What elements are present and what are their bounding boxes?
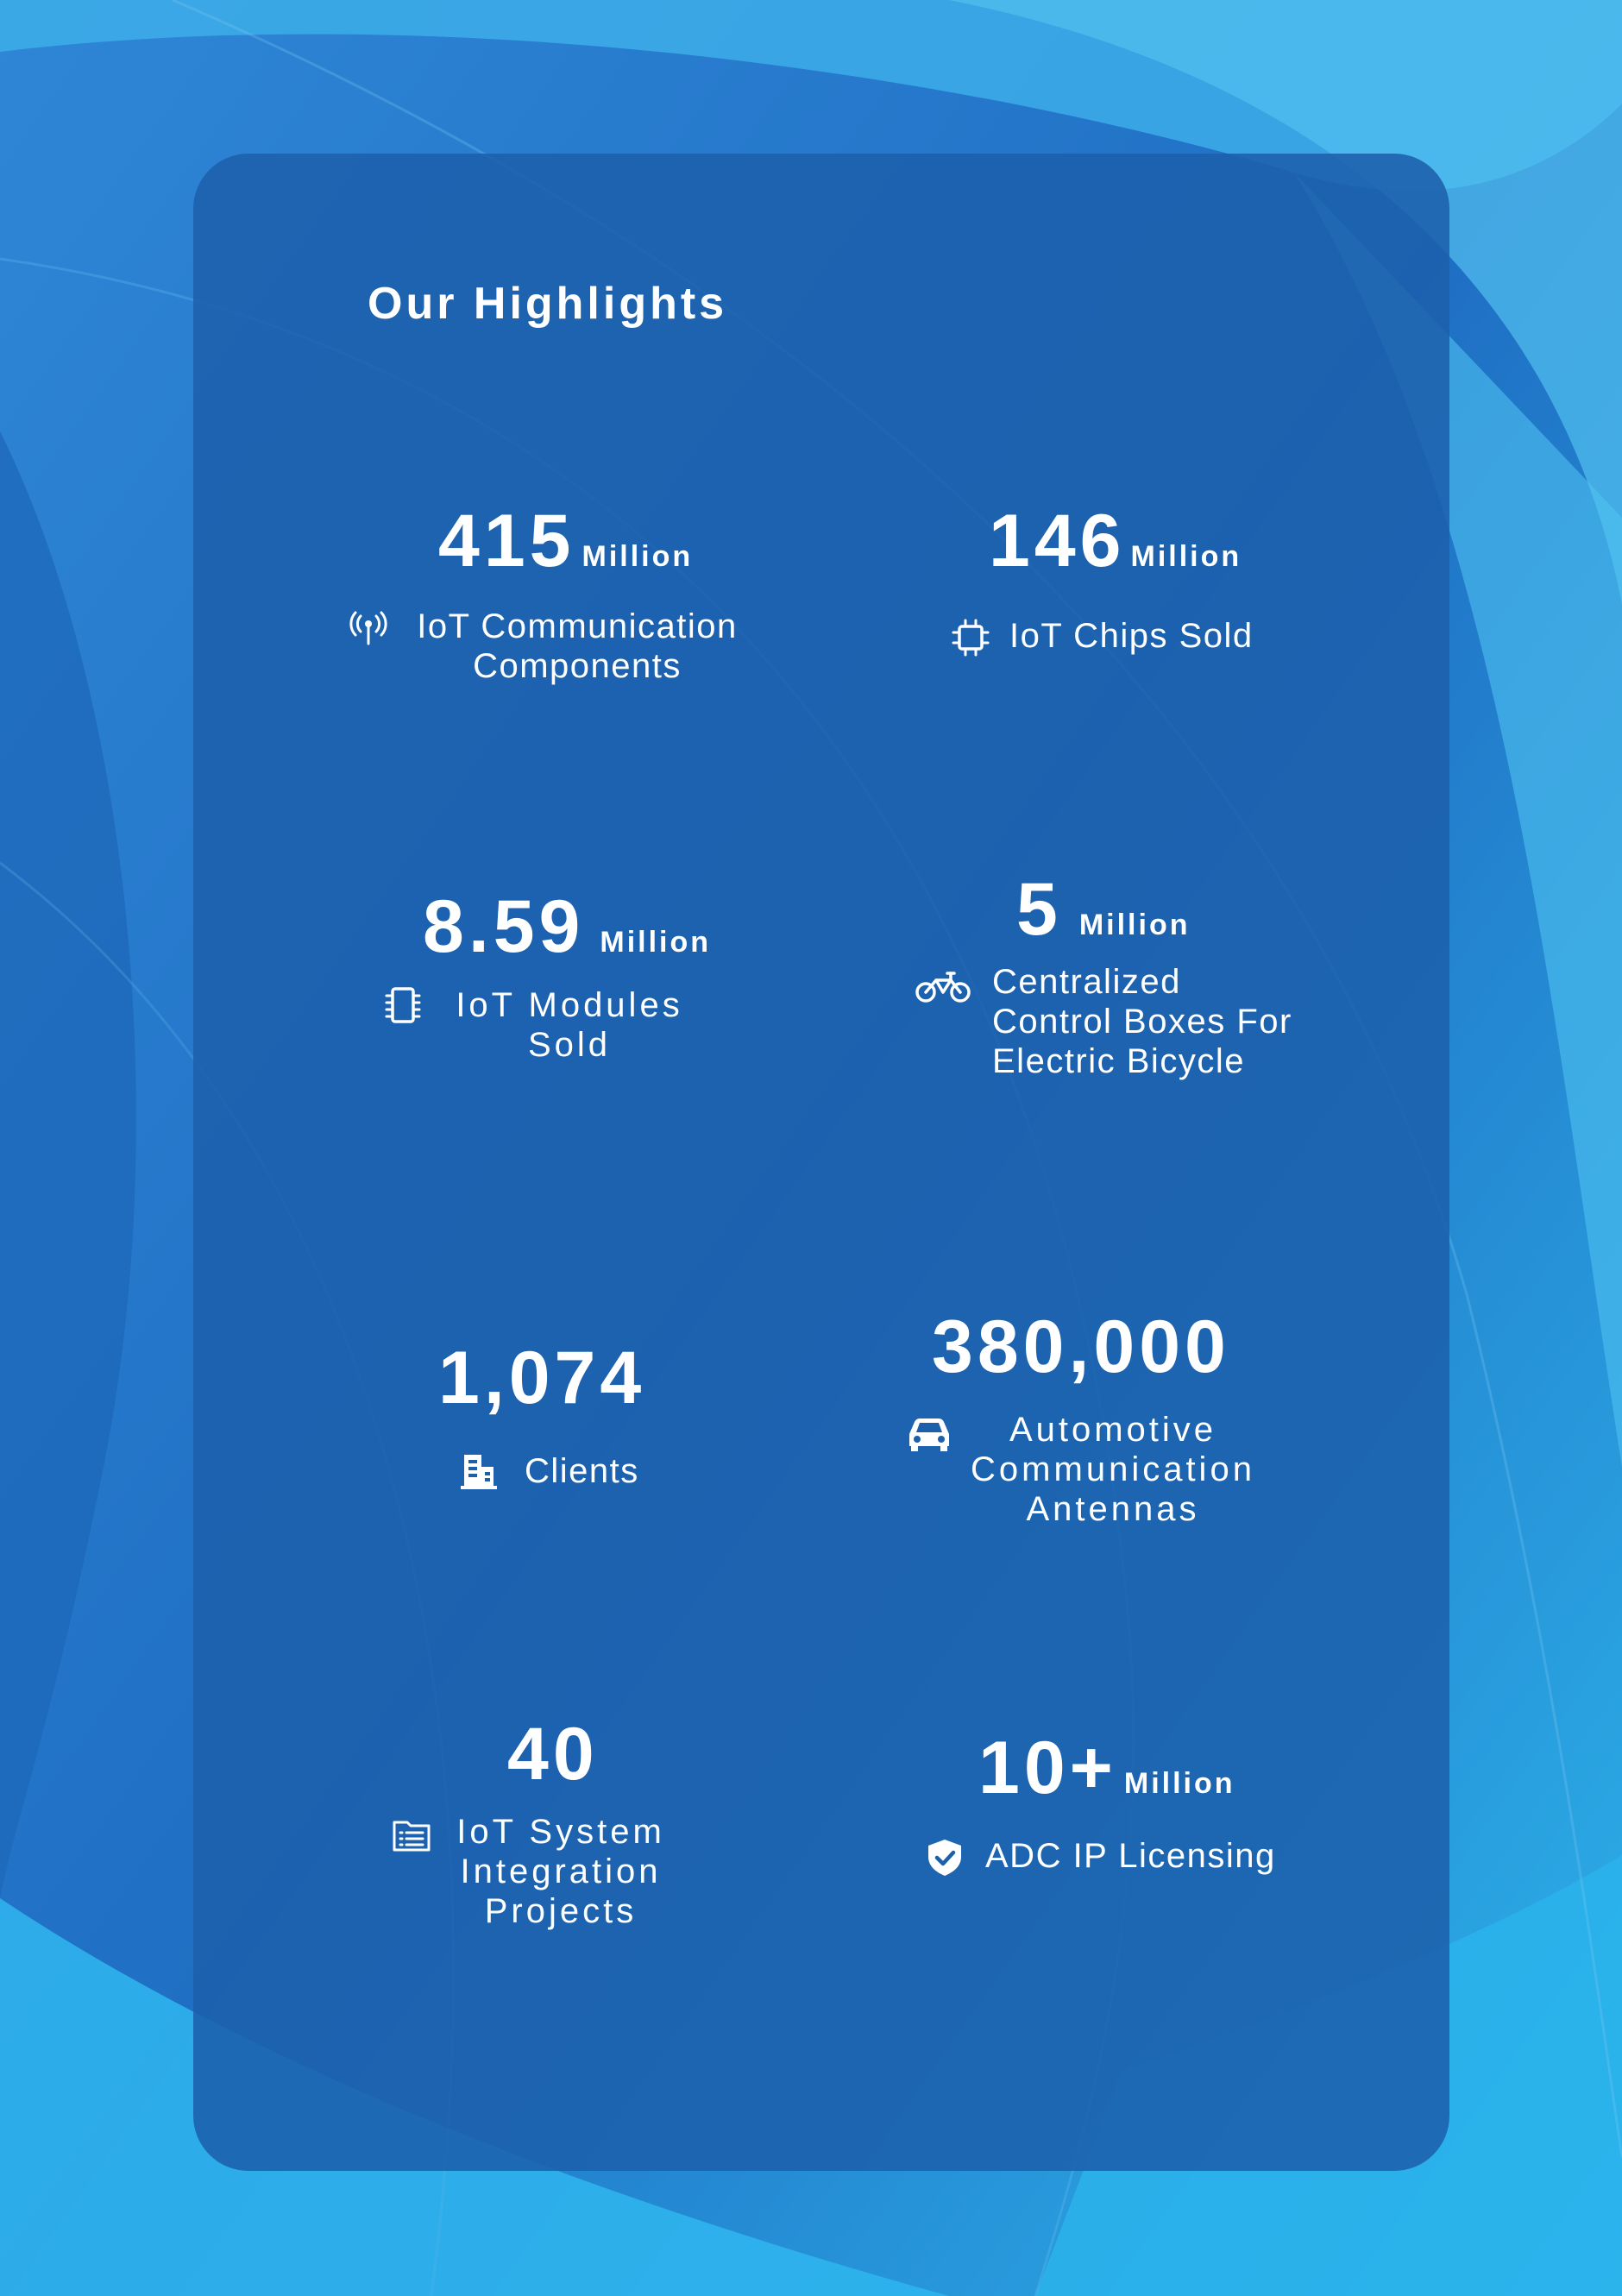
stat-label-line: IoT Modules [456,986,683,1024]
stat-label-line: Electric Bicycle [992,1042,1245,1080]
stat-label-line: Projects [484,1892,638,1930]
car-icon [904,1412,954,1455]
stat-unit: Million [600,926,712,959]
stat-value: 146 [989,500,1126,582]
building-icon [457,1450,500,1493]
stat-unit: Million [1078,909,1191,941]
stat-label-line: IoT Communication [417,607,738,645]
bicycle-icon [915,965,971,1008]
list-card-icon [390,1814,433,1857]
stat-value: 1,074 [438,1337,646,1419]
stat-value: 5 [1016,868,1062,951]
stat-label-line: Sold [527,1026,612,1064]
stat-label-line: Centralized [992,963,1181,1001]
stat-label-line: Integration [460,1853,662,1890]
shield-check-icon [923,1836,966,1879]
chip-icon [949,616,992,659]
stat-value: 8.59 [423,885,585,968]
antenna-signal-icon [347,606,390,649]
stat-label-line: Components [473,647,682,685]
page-title: Our Highlights [368,279,728,329]
stat-unit: Million [1130,540,1242,573]
stat-unit: Million [582,540,694,573]
stat-label-line: IoT Chips Sold [1009,617,1254,655]
stat-label-line: Antennas [1026,1490,1200,1528]
stat-value: 380,000 [932,1305,1230,1388]
stat-label-line: Clients [525,1452,639,1490]
stat-value: 10+ [978,1727,1117,1809]
stat-value: 40 [507,1713,599,1796]
stat-label-line: IoT System [456,1813,665,1851]
module-icon [381,984,424,1027]
stat-unit: Million [1123,1767,1235,1800]
stat-label-line: Automotive [1009,1411,1217,1449]
stat-label-line: Communication [971,1450,1255,1488]
stat-label-line: Control Boxes For [992,1003,1292,1041]
stat-value: 415 [438,500,575,582]
stat-label-line: ADC IP Licensing [985,1837,1276,1875]
